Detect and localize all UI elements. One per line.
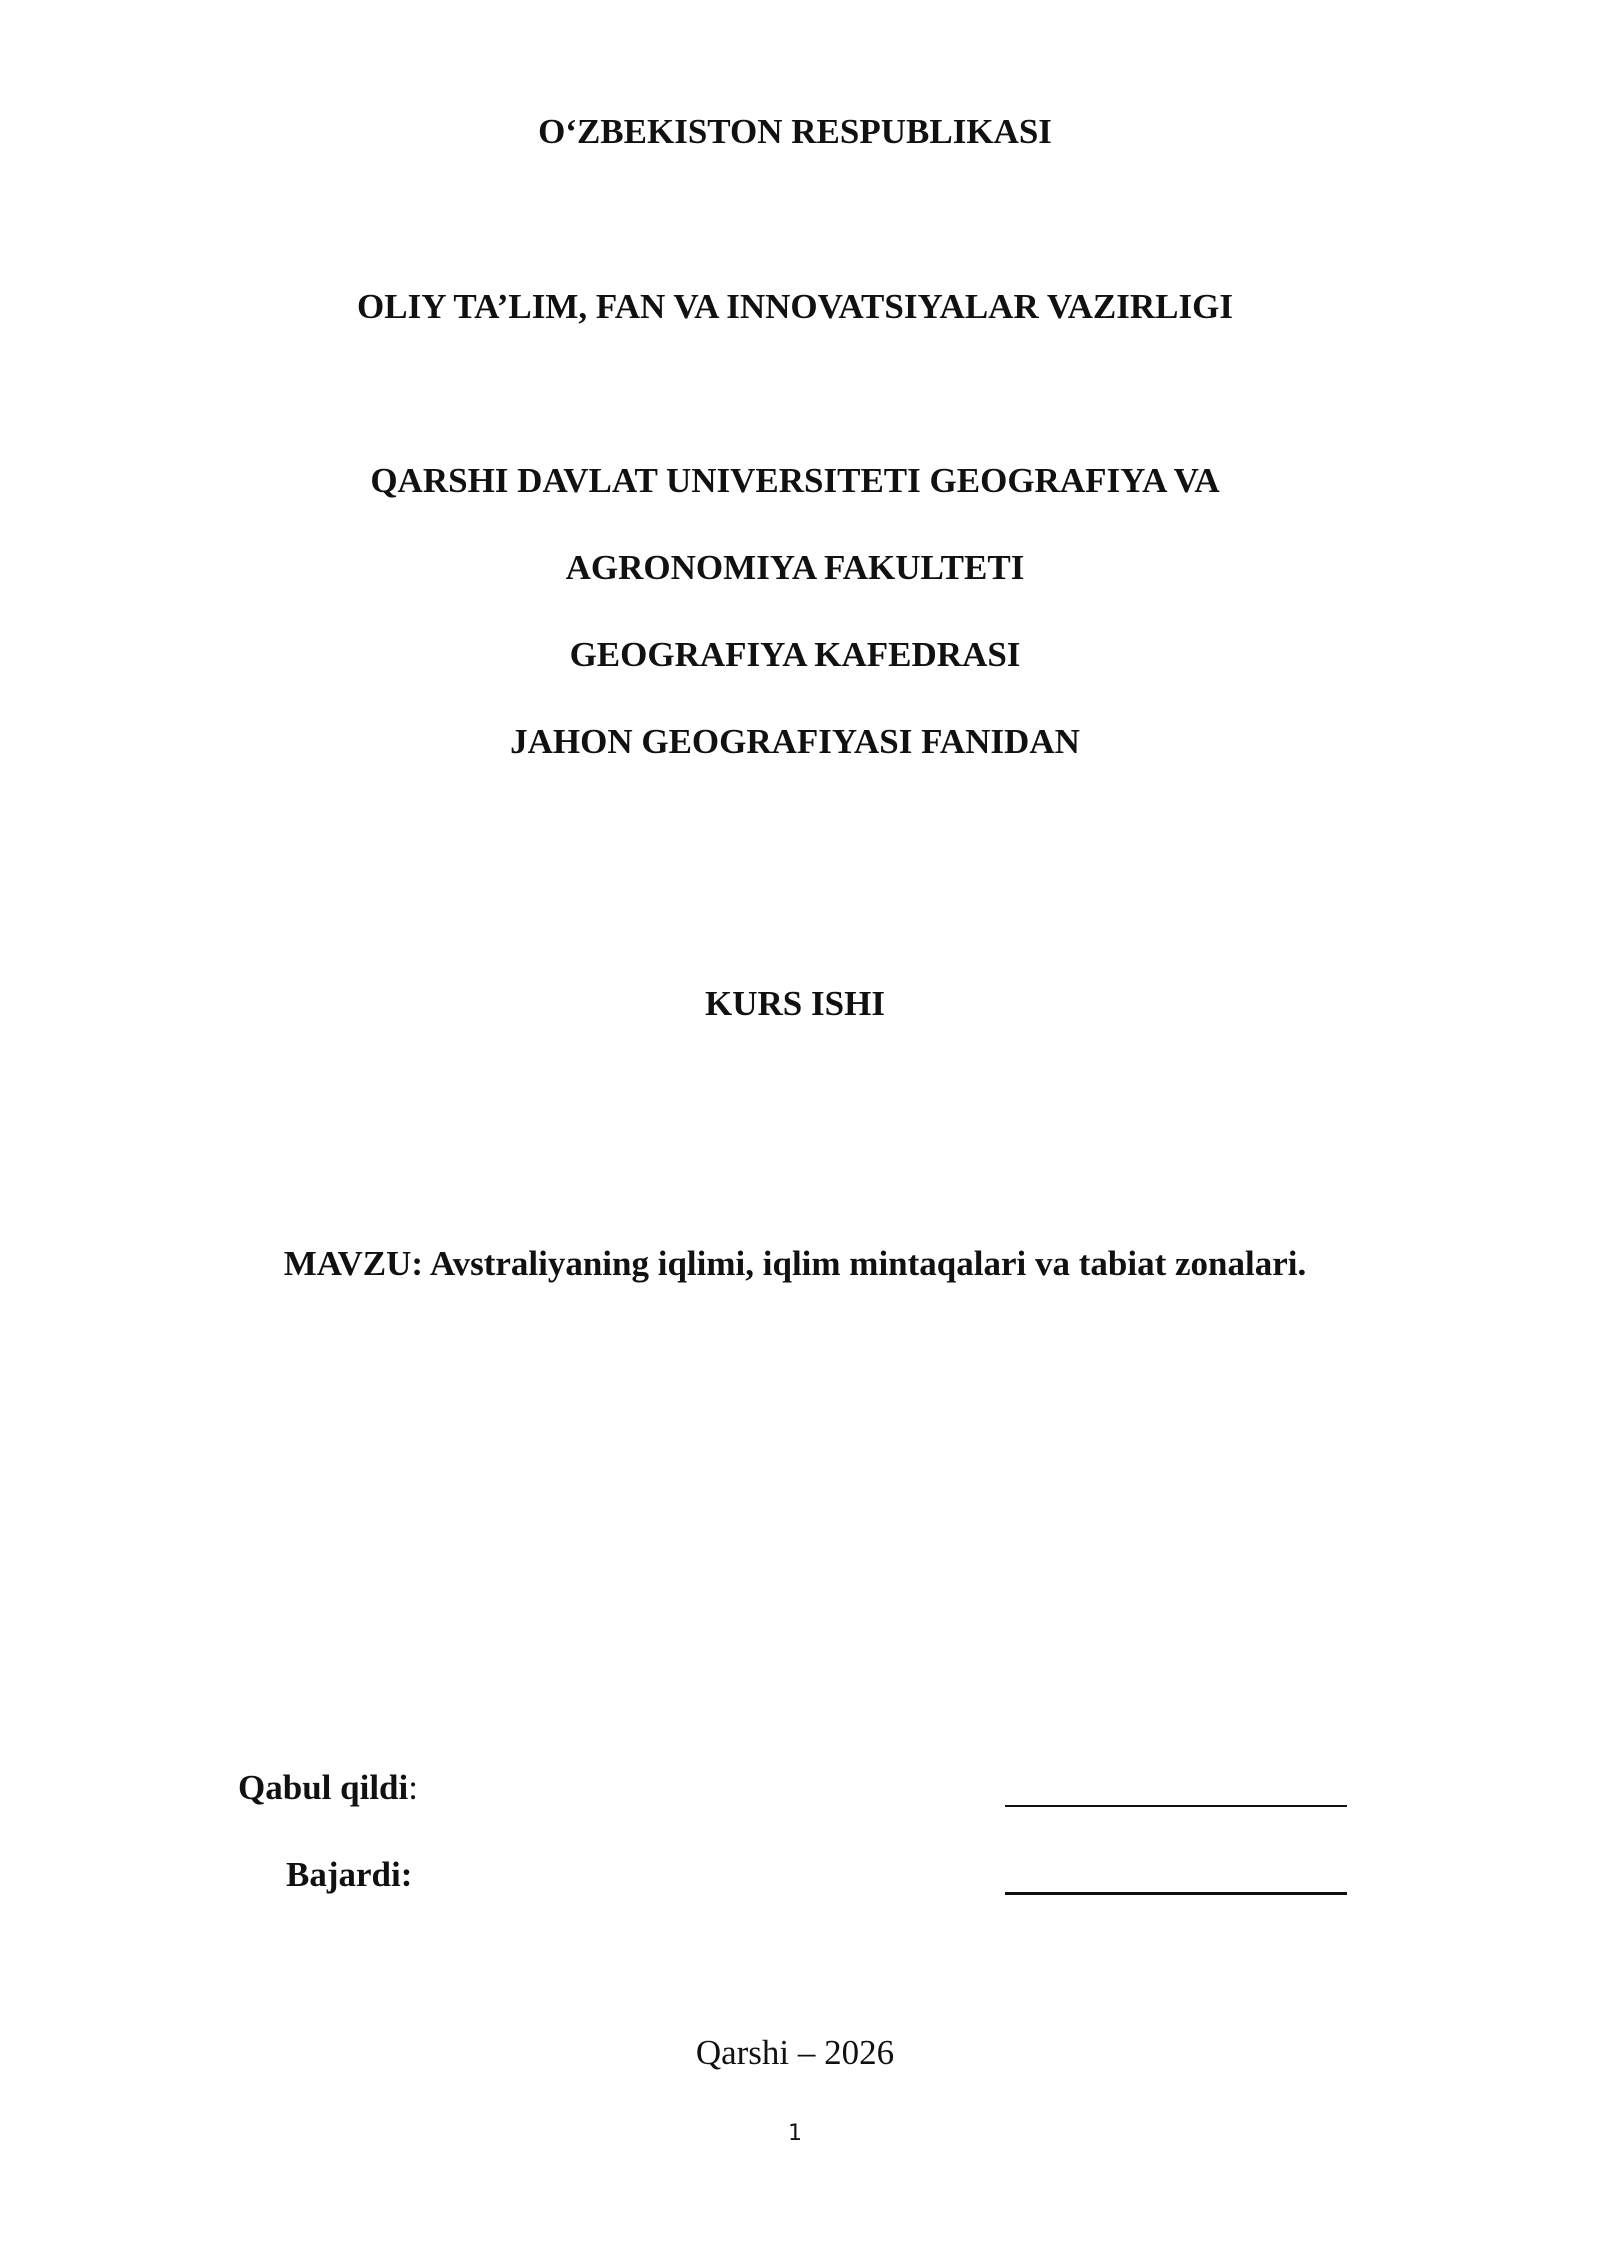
department-heading: GEOGRAFIYA KAFEDRASI: [569, 635, 1021, 674]
ministry-heading: OLIY TA’LIM, FAN VA INNOVATSIYALAR VAZIRLIGI: [357, 287, 1233, 326]
university-heading-line1: QARSHI DAVLAT UNIVERSITETI GEOGRAFIYA VA: [370, 461, 1220, 500]
university-heading-line2: AGRONOMIYA FAKULTETI: [565, 548, 1025, 587]
performed-by-label: Bajardi:: [286, 1855, 413, 1894]
accepted-by-label: [238, 1766, 418, 1810]
topic-line: MAVZU: Avstraliyaning iqlimi, iqlim mintaqalari va tabiat zonalari.: [283, 1244, 1307, 1283]
city-year: Qarshi – 2026: [695, 2033, 895, 2072]
accepted-by-signature-line: [1005, 1805, 1347, 1807]
page-number: 1: [788, 2121, 802, 2146]
subject-heading: JAHON GEOGRAFIYASI FANIDAN: [510, 722, 1080, 761]
performed-by-signature-line: [1005, 1892, 1347, 1895]
accepted-by-colon: :: [408, 1768, 418, 1807]
work-type-title: KURS ISHI: [705, 984, 885, 1023]
accepted-by-text: Qabul qildi: [238, 1768, 409, 1807]
republic-heading: O‘ZBEKISTON RESPUBLIKASI: [538, 112, 1052, 151]
